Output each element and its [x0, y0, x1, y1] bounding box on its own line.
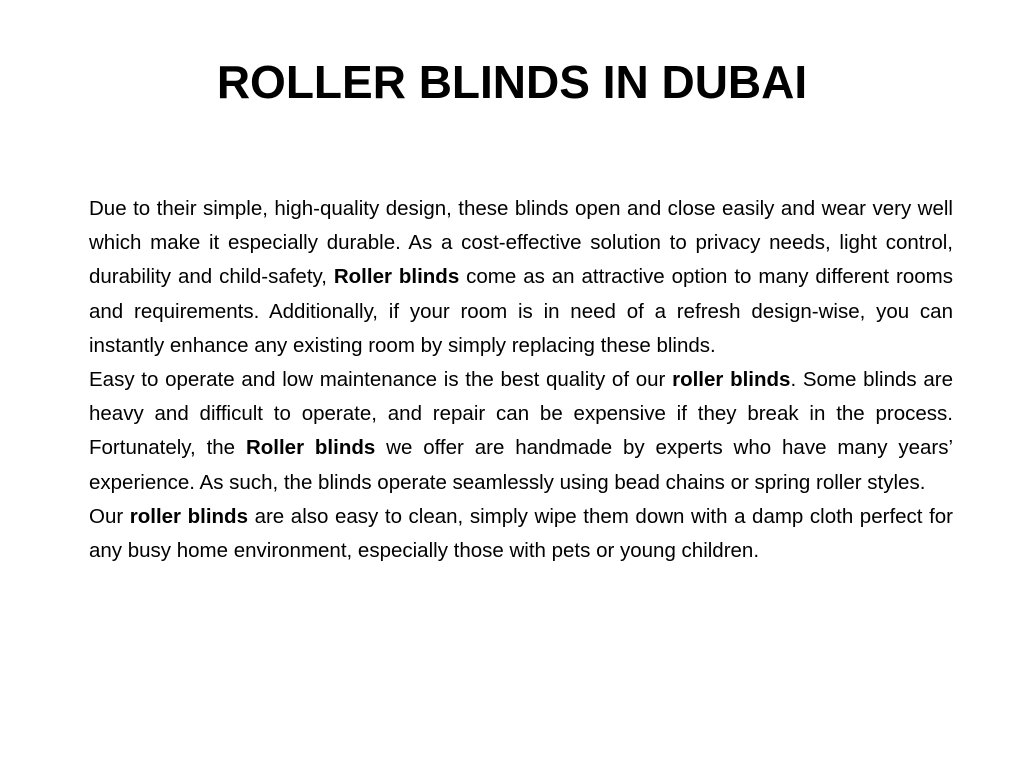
bold-keyword: Roller blinds [245, 436, 376, 460]
paragraph [89, 363, 953, 500]
bold-keyword: roller blinds [129, 504, 248, 528]
paragraph-text: are also easy to clean, simply wipe them down with a damp cloth perfect for any busy home environment, especially those with pets or young children. [89, 504, 953, 563]
paragraph [89, 500, 953, 568]
slide-body [89, 192, 953, 568]
paragraph-text: Due to their simple, high-quality design, these blinds open and close easily and wear very well which make it especially durable. As a cost-effective solution to privacy needs, light control, durability and child-safety, [89, 197, 953, 289]
slide-title: ROLLER BLINDS IN DUBAI [216, 56, 808, 108]
bold-keyword: Roller blinds [333, 265, 460, 289]
bold-keyword: roller blinds [672, 368, 791, 392]
paragraph-text: . Some blinds are heavy and difficult to operate, and repair can be expensive if they break in the process. Fortunately, the [89, 368, 954, 460]
paragraph-text: Our [89, 504, 130, 528]
paragraph-text: Easy to operate and low maintenance is the best quality of our [89, 368, 673, 392]
paragraph [89, 192, 953, 363]
paragraph-text: we offer are handmade by experts who have many years’ experience. As such, the blinds operate seamlessly using bead chains or spring roller styles. [89, 436, 954, 494]
paragraph-text: come as an attractive option to many different rooms and requirements. Additionally, if your room is in need of a refresh design-wise, you can instantly enhance any existing room by simply replacing these blinds. [89, 265, 953, 357]
